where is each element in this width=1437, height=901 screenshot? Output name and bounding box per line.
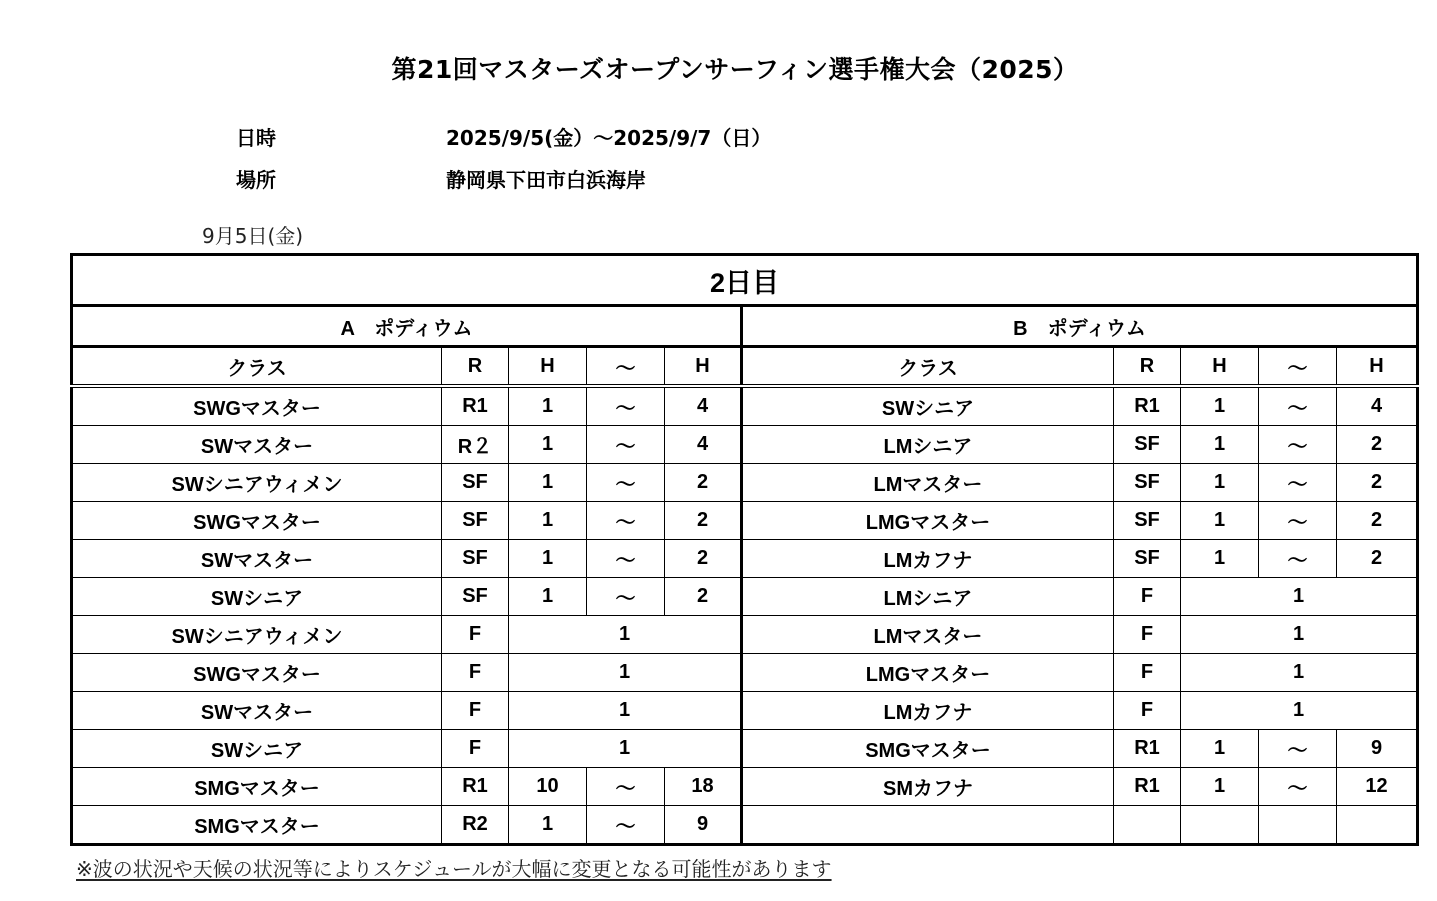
class-cell-b: LMGマスター xyxy=(742,502,1114,540)
tilde-cell-a: ～ xyxy=(587,426,665,464)
heat-to-cell-b: 2 xyxy=(1337,502,1418,540)
heat-from-cell-b: 1 xyxy=(1181,768,1259,806)
col-heat-to-a: H xyxy=(665,347,742,387)
tilde-cell-a: ～ xyxy=(587,768,665,806)
round-cell-a: SF xyxy=(442,540,509,578)
table-row xyxy=(72,806,1418,845)
round-cell-a: R２ xyxy=(442,426,509,464)
heat-to-cell-a: 2 xyxy=(665,464,742,502)
round-cell-b: R1 xyxy=(1114,768,1181,806)
class-cell-b: LMカフナ xyxy=(742,692,1114,730)
heat-to-cell-a: 2 xyxy=(665,540,742,578)
class-cell-a: SWマスター xyxy=(72,426,442,464)
col-heat-from-a: H xyxy=(509,347,587,387)
heat-cell-b: 1 xyxy=(1181,654,1418,692)
col-round-b: R xyxy=(1114,347,1181,387)
heat-from-cell-b xyxy=(1181,806,1259,845)
table-row xyxy=(72,654,1418,692)
heat-cell-a: 1 xyxy=(509,654,742,692)
table-row xyxy=(72,540,1418,578)
class-cell-a: SWマスター xyxy=(72,692,442,730)
heat-to-cell-b: 2 xyxy=(1337,540,1418,578)
table-row xyxy=(72,578,1418,616)
class-cell-b: LMシニア xyxy=(742,426,1114,464)
heat-from-cell-a: 1 xyxy=(509,540,587,578)
heat-cell-b: 1 xyxy=(1181,692,1418,730)
round-cell-b: SF xyxy=(1114,502,1181,540)
round-cell-b: F xyxy=(1114,578,1181,616)
table-row xyxy=(72,730,1418,768)
heat-from-cell-b: 1 xyxy=(1181,502,1259,540)
heat-from-cell-b: 1 xyxy=(1181,540,1259,578)
round-cell-b: SF xyxy=(1114,426,1181,464)
table-row xyxy=(72,616,1418,654)
round-cell-b: R1 xyxy=(1114,386,1181,426)
tilde-cell-b: ～ xyxy=(1259,730,1337,768)
round-cell-a: R1 xyxy=(442,386,509,426)
heat-to-cell-b: 4 xyxy=(1337,386,1418,426)
tilde-cell-b xyxy=(1259,806,1337,845)
heat-to-cell-b xyxy=(1337,806,1418,845)
heat-to-cell-a: 2 xyxy=(665,578,742,616)
round-cell-a: SF xyxy=(442,502,509,540)
round-cell-a: R1 xyxy=(442,768,509,806)
podium-b-header: B ポディウム xyxy=(742,306,1418,347)
day-date: 9月5日(金) xyxy=(202,224,304,248)
heat-to-cell-a: 2 xyxy=(665,502,742,540)
heat-to-cell-b: 2 xyxy=(1337,426,1418,464)
heat-from-cell-b: 1 xyxy=(1181,730,1259,768)
col-tilde-b: ～ xyxy=(1259,347,1337,387)
heat-cell-b: 1 xyxy=(1181,578,1418,616)
table-row xyxy=(72,386,1418,426)
class-cell-b: SMGマスター xyxy=(742,730,1114,768)
round-cell-a: F xyxy=(442,654,509,692)
class-cell-b: LMマスター xyxy=(742,464,1114,502)
col-tilde-a: ～ xyxy=(587,347,665,387)
table-row xyxy=(72,426,1418,464)
heat-to-cell-a: 18 xyxy=(665,768,742,806)
heat-from-cell-a: 1 xyxy=(509,386,587,426)
table-row xyxy=(72,692,1418,730)
place-label: 場所 xyxy=(236,168,276,192)
round-cell-b: F xyxy=(1114,692,1181,730)
class-cell-b: SWシニア xyxy=(742,386,1114,426)
class-cell-a: SMGマスター xyxy=(72,768,442,806)
round-cell-a: F xyxy=(442,616,509,654)
heat-cell-b: 1 xyxy=(1181,616,1418,654)
heat-cell-a: 1 xyxy=(509,616,742,654)
tilde-cell-b: ～ xyxy=(1259,464,1337,502)
tilde-cell-a: ～ xyxy=(587,386,665,426)
tilde-cell-a: ～ xyxy=(587,578,665,616)
col-class-b: クラス xyxy=(742,347,1114,387)
heat-from-cell-a: 1 xyxy=(509,426,587,464)
class-cell-a: SWGマスター xyxy=(72,654,442,692)
heat-to-cell-b: 12 xyxy=(1337,768,1418,806)
table-row xyxy=(72,464,1418,502)
col-heat-to-b: H xyxy=(1337,347,1418,387)
heat-from-cell-b: 1 xyxy=(1181,464,1259,502)
heat-to-cell-b: 9 xyxy=(1337,730,1418,768)
round-cell-a: SF xyxy=(442,578,509,616)
col-round-a: R xyxy=(442,347,509,387)
tilde-cell-b: ～ xyxy=(1259,768,1337,806)
round-cell-b: R1 xyxy=(1114,730,1181,768)
heat-from-cell-a: 1 xyxy=(509,464,587,502)
col-heat-from-b: H xyxy=(1181,347,1259,387)
class-cell-a: SWGマスター xyxy=(72,386,442,426)
round-cell-a: F xyxy=(442,730,509,768)
podium-a-header: A ポディウム xyxy=(72,306,742,347)
tilde-cell-b: ～ xyxy=(1259,540,1337,578)
class-cell-a: SWGマスター xyxy=(72,502,442,540)
class-cell-b: LMシニア xyxy=(742,578,1114,616)
heat-to-cell-a: 9 xyxy=(665,806,742,845)
round-cell-b xyxy=(1114,806,1181,845)
round-cell-a: SF xyxy=(442,464,509,502)
tilde-cell-a: ～ xyxy=(587,464,665,502)
class-cell-b: LMGマスター xyxy=(742,654,1114,692)
class-cell-a: SWシニア xyxy=(72,578,442,616)
class-cell-a: SWシニアウィメン xyxy=(72,616,442,654)
class-cell-a: SWシニア xyxy=(72,730,442,768)
schedule-table xyxy=(70,253,1419,846)
page-title: 第21回マスターズオープンサーフィン選手権大会（2025） xyxy=(391,55,1079,84)
heat-from-cell-a: 10 xyxy=(509,768,587,806)
heat-cell-a: 1 xyxy=(509,730,742,768)
day-title: 2日目 xyxy=(72,255,1418,306)
round-cell-a: F xyxy=(442,692,509,730)
round-cell-b: F xyxy=(1114,654,1181,692)
place-value: 静岡県下田市白浜海岸 xyxy=(446,168,646,192)
table-row xyxy=(72,768,1418,806)
schedule-note: ※波の状況や天候の状況等によりスケジュールが大幅に変更となる可能性があります xyxy=(76,857,832,881)
heat-to-cell-b: 2 xyxy=(1337,464,1418,502)
class-cell-b: LMマスター xyxy=(742,616,1114,654)
tilde-cell-a: ～ xyxy=(587,540,665,578)
column-header-row xyxy=(72,347,1418,387)
class-cell-a: SMGマスター xyxy=(72,806,442,845)
heat-to-cell-a: 4 xyxy=(665,386,742,426)
heat-from-cell-b: 1 xyxy=(1181,386,1259,426)
tilde-cell-b: ～ xyxy=(1259,502,1337,540)
tilde-cell-a: ～ xyxy=(587,806,665,845)
date-value: 2025/9/5(金）～2025/9/7（日） xyxy=(446,126,772,150)
tilde-cell-a: ～ xyxy=(587,502,665,540)
round-cell-b: SF xyxy=(1114,464,1181,502)
class-cell-b xyxy=(742,806,1114,845)
col-class-a: クラス xyxy=(72,347,442,387)
date-label: 日時 xyxy=(236,126,276,150)
table-row xyxy=(72,502,1418,540)
heat-to-cell-a: 4 xyxy=(665,426,742,464)
round-cell-b: SF xyxy=(1114,540,1181,578)
heat-cell-a: 1 xyxy=(509,692,742,730)
round-cell-b: F xyxy=(1114,616,1181,654)
class-cell-b: SMカフナ xyxy=(742,768,1114,806)
heat-from-cell-a: 1 xyxy=(509,502,587,540)
tilde-cell-b: ～ xyxy=(1259,426,1337,464)
heat-from-cell-a: 1 xyxy=(509,806,587,845)
class-cell-b: LMカフナ xyxy=(742,540,1114,578)
heat-from-cell-b: 1 xyxy=(1181,426,1259,464)
heat-from-cell-a: 1 xyxy=(509,578,587,616)
class-cell-a: SWマスター xyxy=(72,540,442,578)
tilde-cell-b: ～ xyxy=(1259,386,1337,426)
round-cell-a: R2 xyxy=(442,806,509,845)
class-cell-a: SWシニアウィメン xyxy=(72,464,442,502)
